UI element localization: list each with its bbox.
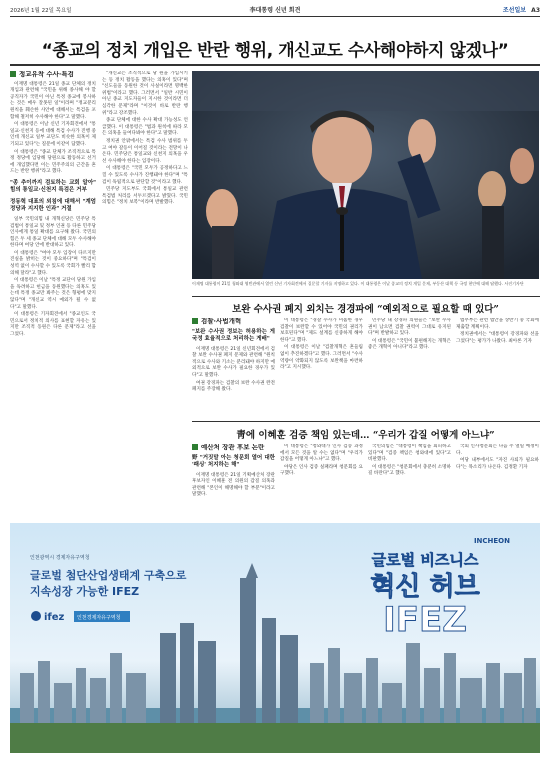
- middle-paragraph: 종교 단체에 대한 수사 확대 가능성도 언급했다. 이 대통령은 "법과 원칙에 따라 모든 의혹을 들여다봐야 한다"고 말했다.: [102, 118, 188, 137]
- masthead-right: [503, 5, 540, 14]
- photo-illustration: [192, 71, 539, 279]
- ad-brand: INCHEON: [473, 537, 510, 545]
- section3-col3: [368, 444, 451, 520]
- tag-square-icon: [192, 318, 198, 324]
- ad-logo-sub: 인천경제자유구역청: [77, 615, 121, 621]
- photo-caption: 이재명 대통령이 21일 청와대 영빈관에서 열린 신년 기자회견에서 질문할 기자를 지명하고 있다. 이 대통령은 이날 종교의 정치 개입 문제, 부동산 대책 등 국정 현안에 대해 답했다. 사진기자단: [192, 281, 524, 286]
- section2-headline: 보완 수사권 폐지 외치는 경경파에 “예외적으로 필요할 때 있다”: [232, 304, 499, 315]
- section2-rule: [192, 296, 540, 297]
- ad-big-line3: IFEZ: [383, 600, 467, 640]
- headline-rule: [10, 64, 540, 66]
- section2-paragraph: 이 대통령은 "경찰 수사가 미흡한 경우 검찰이 보완할 수 있어야 국민의 권리가 보호된다"며 "제도 설계를 신중하게 해야 한다"고 했다.: [280, 318, 363, 343]
- ad-cityscape: [10, 523, 540, 753]
- left-paragraph: 이 대통령은 기자회견에서 "종교인도 국민으로서 정치적 의사를 표현할 자유는 있지만 조직적 동원은 다른 문제"라고 선을 그었다.: [10, 312, 96, 337]
- section3-tag: [192, 444, 275, 451]
- middle-paragraph: "개신교는 조직적으로 당 원을 가입시키는 등 정치 활동을 했다는 의혹이 있다"며 "신도들을 동원한 것이 사실이라면 명백한 위법"이라고 했다. 그러면서 "일반 시민이 아닌 종교 지도자들이 지시한 것이라면 더 심각한 문제"라며 "이것이 바로 반란 행위"라고 강조했다.: [102, 71, 188, 116]
- left-subhead-2: 정동혁 대표의 외침에 대해서 "계엄 정당과 지지한 인과" 거절: [10, 198, 96, 213]
- ad-small-copy: 인천광역시 경제자유구역청: [30, 555, 90, 561]
- section2-col4: [456, 318, 539, 418]
- main-headline: “종교의 정치 개입은 반란 행위, 개신교도 수사해야하지 않겠나”: [41, 41, 509, 61]
- left-column: [10, 71, 96, 519]
- section3-col4: [456, 444, 539, 520]
- section2-paragraph: 이재명 대통령은 21일 신년회견에서 검찰 보완 수사권 폐지 문제와 관련해 "원칙적으로 수사와 기소는 분리돼야 하지만 예외적으로 보완 수사가 필요한 경우가 있다"고 말했다.: [192, 346, 275, 378]
- tag-square-icon: [10, 71, 16, 77]
- section3-paragraph: 이 대통령은 "청와대가 인사 검증 과정에서 모든 것을 알 수는 없다"며 "우리가 갑질을 어떻게 아느냐"고 했다.: [280, 444, 363, 463]
- middle-column: [102, 71, 188, 519]
- masthead-date: 2026년 1월 22일 목요일: [10, 8, 72, 14]
- middle-paragraph: 정치권 안팎에서는 특검 수사 범위를 두고 여야 갈등이 이어질 것이라는 전망이 나온다. 민주당은 통일교와 신천지 의혹을 우선 수사해야 한다는 입장이다.: [102, 138, 188, 164]
- section2-paragraph: 이 대통령은 "국민이 불편해지는 개혁은 좋은 개혁이 아니다"라고 했다.: [368, 338, 451, 351]
- section2-paragraph: 정치권에서는 "대통령이 강경파와 선을 그었다"는 평가가 나왔다. 최아론 기자: [456, 332, 539, 344]
- section3-paragraph: 이재명 대통령은 21일 기획예산처 장관 후보자인 이혜훈 전 의원의 갑질 의혹과 관련해 "본인이 해명해야 할 부분"이라고 말했다.: [192, 472, 275, 498]
- left-paragraph: 이 대통령은 "종교 단체가 조직적으로 특정 정당에 입당해 당원으로 활동하고 선거에 개입했다면 이는 민주주의의 근간을 흔드는 반란 행위"라고 했다.: [10, 149, 96, 175]
- section2-paragraph: 이 대통령은 이날 "검찰개혁은 흔들림 없이 추진하겠다"고 했다. 그러면서 "수사 역량이 약화되지 않도록 보완책을 마련하라"고 지시했다.: [280, 345, 363, 371]
- section3-paragraph: 이 대통령은 "청문회에서 충분히 소명하길 바란다"고 했다.: [368, 464, 451, 477]
- section2-paragraph: 여권 강경파는 검찰의 보완 수사권 완전 폐지를 주장해 왔다.: [192, 380, 275, 393]
- masthead-brand: 조선일보: [502, 7, 527, 14]
- ad-slogan-line2: 지속성장 가능한 IFEZ: [30, 585, 140, 598]
- section3-paragraph: 국민의힘은 "대통령이 책임을 회피하고 있다"며 "검증 책임은 청와대에 있다"고 비판했다.: [368, 444, 451, 463]
- section2-col1: [192, 318, 275, 418]
- section2-paragraph: 민주당 내 강경파 의원들은 "보완 수사권이 남으면 검찰 권력이 그대로 유지된다"며 반발하고 있다.: [368, 318, 451, 337]
- masthead: [10, 4, 540, 14]
- left-paragraph: 이재명 대통령은 21일 종교 단체의 정치 개입과 관련해 "국민을 위해 종사해 야 할 공직자가 국민이 아닌 특정 종교에 봉사하는 것은 매우 잘못된 일"이라며 "정교분리 원칙을 훼손한 사안에 대해서는 특검을 포함해 철저히 수사해야 한다"고 말했다.: [10, 81, 96, 120]
- section2-paragraph: 법무부는 관련 법안을 상반기 중 국회에 제출할 계획이다.: [456, 318, 539, 330]
- ad-big-line1: 글로벌 비즈니스: [371, 551, 479, 569]
- masthead-page: A3: [531, 7, 540, 14]
- section3-paragraph: 야당은 인사 검증 실패라며 청문회를 요구했다.: [280, 464, 363, 477]
- section2-col3: [368, 318, 451, 418]
- ad-logo: ifez: [44, 612, 65, 623]
- ad-slogan-line1: 글로벌 첨단산업생태계 구축으로: [30, 569, 187, 582]
- section2-tag-label: 검찰·사법개혁: [201, 318, 242, 325]
- ad-big-line2: 혁신 허브: [370, 572, 480, 602]
- ifez-logo-icon: [31, 611, 41, 621]
- left-paragraph: 일부 국민의힘 내 개혁신당은 민주당 특검법이 통일교 및 정부 인권 등 다른 민주당 인사에게 통일 확대를 요구해 왔다. 국민의힘은 두 세 종교 단체에 대해 모두 수사해야 한다며 여당 안에 반대하고 있다.: [10, 216, 96, 249]
- section3-paragraph: 국회 인사청문회는 다음 주 열릴 예정이다.: [456, 444, 539, 456]
- section3-rule: [192, 421, 540, 422]
- left-paragraph: 이 대통령은 이날 신년 기자회견에서 "통일교·신천지 등에 대해 특검 수사가 진행 중인데 개신교 일부 교단도 비슷한 의혹이 제기되고 있다"는 질문에 이같이 답했다.: [10, 122, 96, 147]
- tag-square-icon: [192, 444, 198, 450]
- left-paragraph: 이 대통령은 이날 "특정 교단이 당원 가입을 독려하고 헌금을 동원했다는 의혹도 있는데 특정 종교만 봐주는 것은 형평에 맞지 않다"며 "개신교 역시 예외가 될 수 없다"고 말했다.: [10, 278, 96, 310]
- section3-paragraph: 여당 내부에서도 "자진 사퇴가 필요하다"는 목소리가 나온다. 김정환 기자: [456, 458, 539, 470]
- section3-subhead: 野 "거짓말 아는 청문회 열어 대한 '패싱' 처지하는 해": [192, 454, 275, 469]
- section3-tag-label: 예산처 장관 후보 논란: [201, 444, 265, 451]
- middle-paragraph: 민주당 지도부도 국회에서 통일교 관련 특검법 처리를 서두르겠다고 밝혔다. 국민의힘은 "정치 보복"이라며 반발했다.: [102, 187, 188, 206]
- section2-subhead: "보완 수사권 정보는 허용하는 게 국정 효율적으로 처리하는 게배": [192, 328, 275, 343]
- left-subhead: "종 추이까지 검토하는 교회 알아" 힘의 통일교·신천지 특검은 거부: [10, 179, 96, 194]
- left-tag: [10, 71, 96, 78]
- section2-col2: [280, 318, 363, 418]
- middle-paragraph: 이 대통령은 "국민 모두가 공정하다고 느낄 수 있도록 수사가 진행돼야 한다"며 "특검이 독립적으로 판단할 것"이라고 했다.: [102, 166, 188, 185]
- left-paragraph: 이 대통령은 "여야 모두 입장이 다르지만 진실을 밝히는 것이 중요하다"며 "특검이 성역 없이 수사할 수 있도록 국회가 빨리 합의해 달라"고 했다.: [10, 250, 96, 276]
- left-tag-label: 정교유착 수사·특검: [19, 71, 74, 78]
- section3-col1: [192, 444, 275, 520]
- section3-headline: 靑에 이혜훈 검증 책임 있는데… “우리가 갑질 어떻게 아느냐”: [236, 430, 495, 441]
- masthead-rule: [10, 16, 540, 17]
- masthead-section: 李대통령 신년 회견: [249, 7, 301, 14]
- ifez-advertisement[interactable]: [10, 523, 540, 753]
- press-conference-photo: [192, 71, 539, 279]
- section2-tag: [192, 318, 275, 325]
- section3-col2: [280, 444, 363, 520]
